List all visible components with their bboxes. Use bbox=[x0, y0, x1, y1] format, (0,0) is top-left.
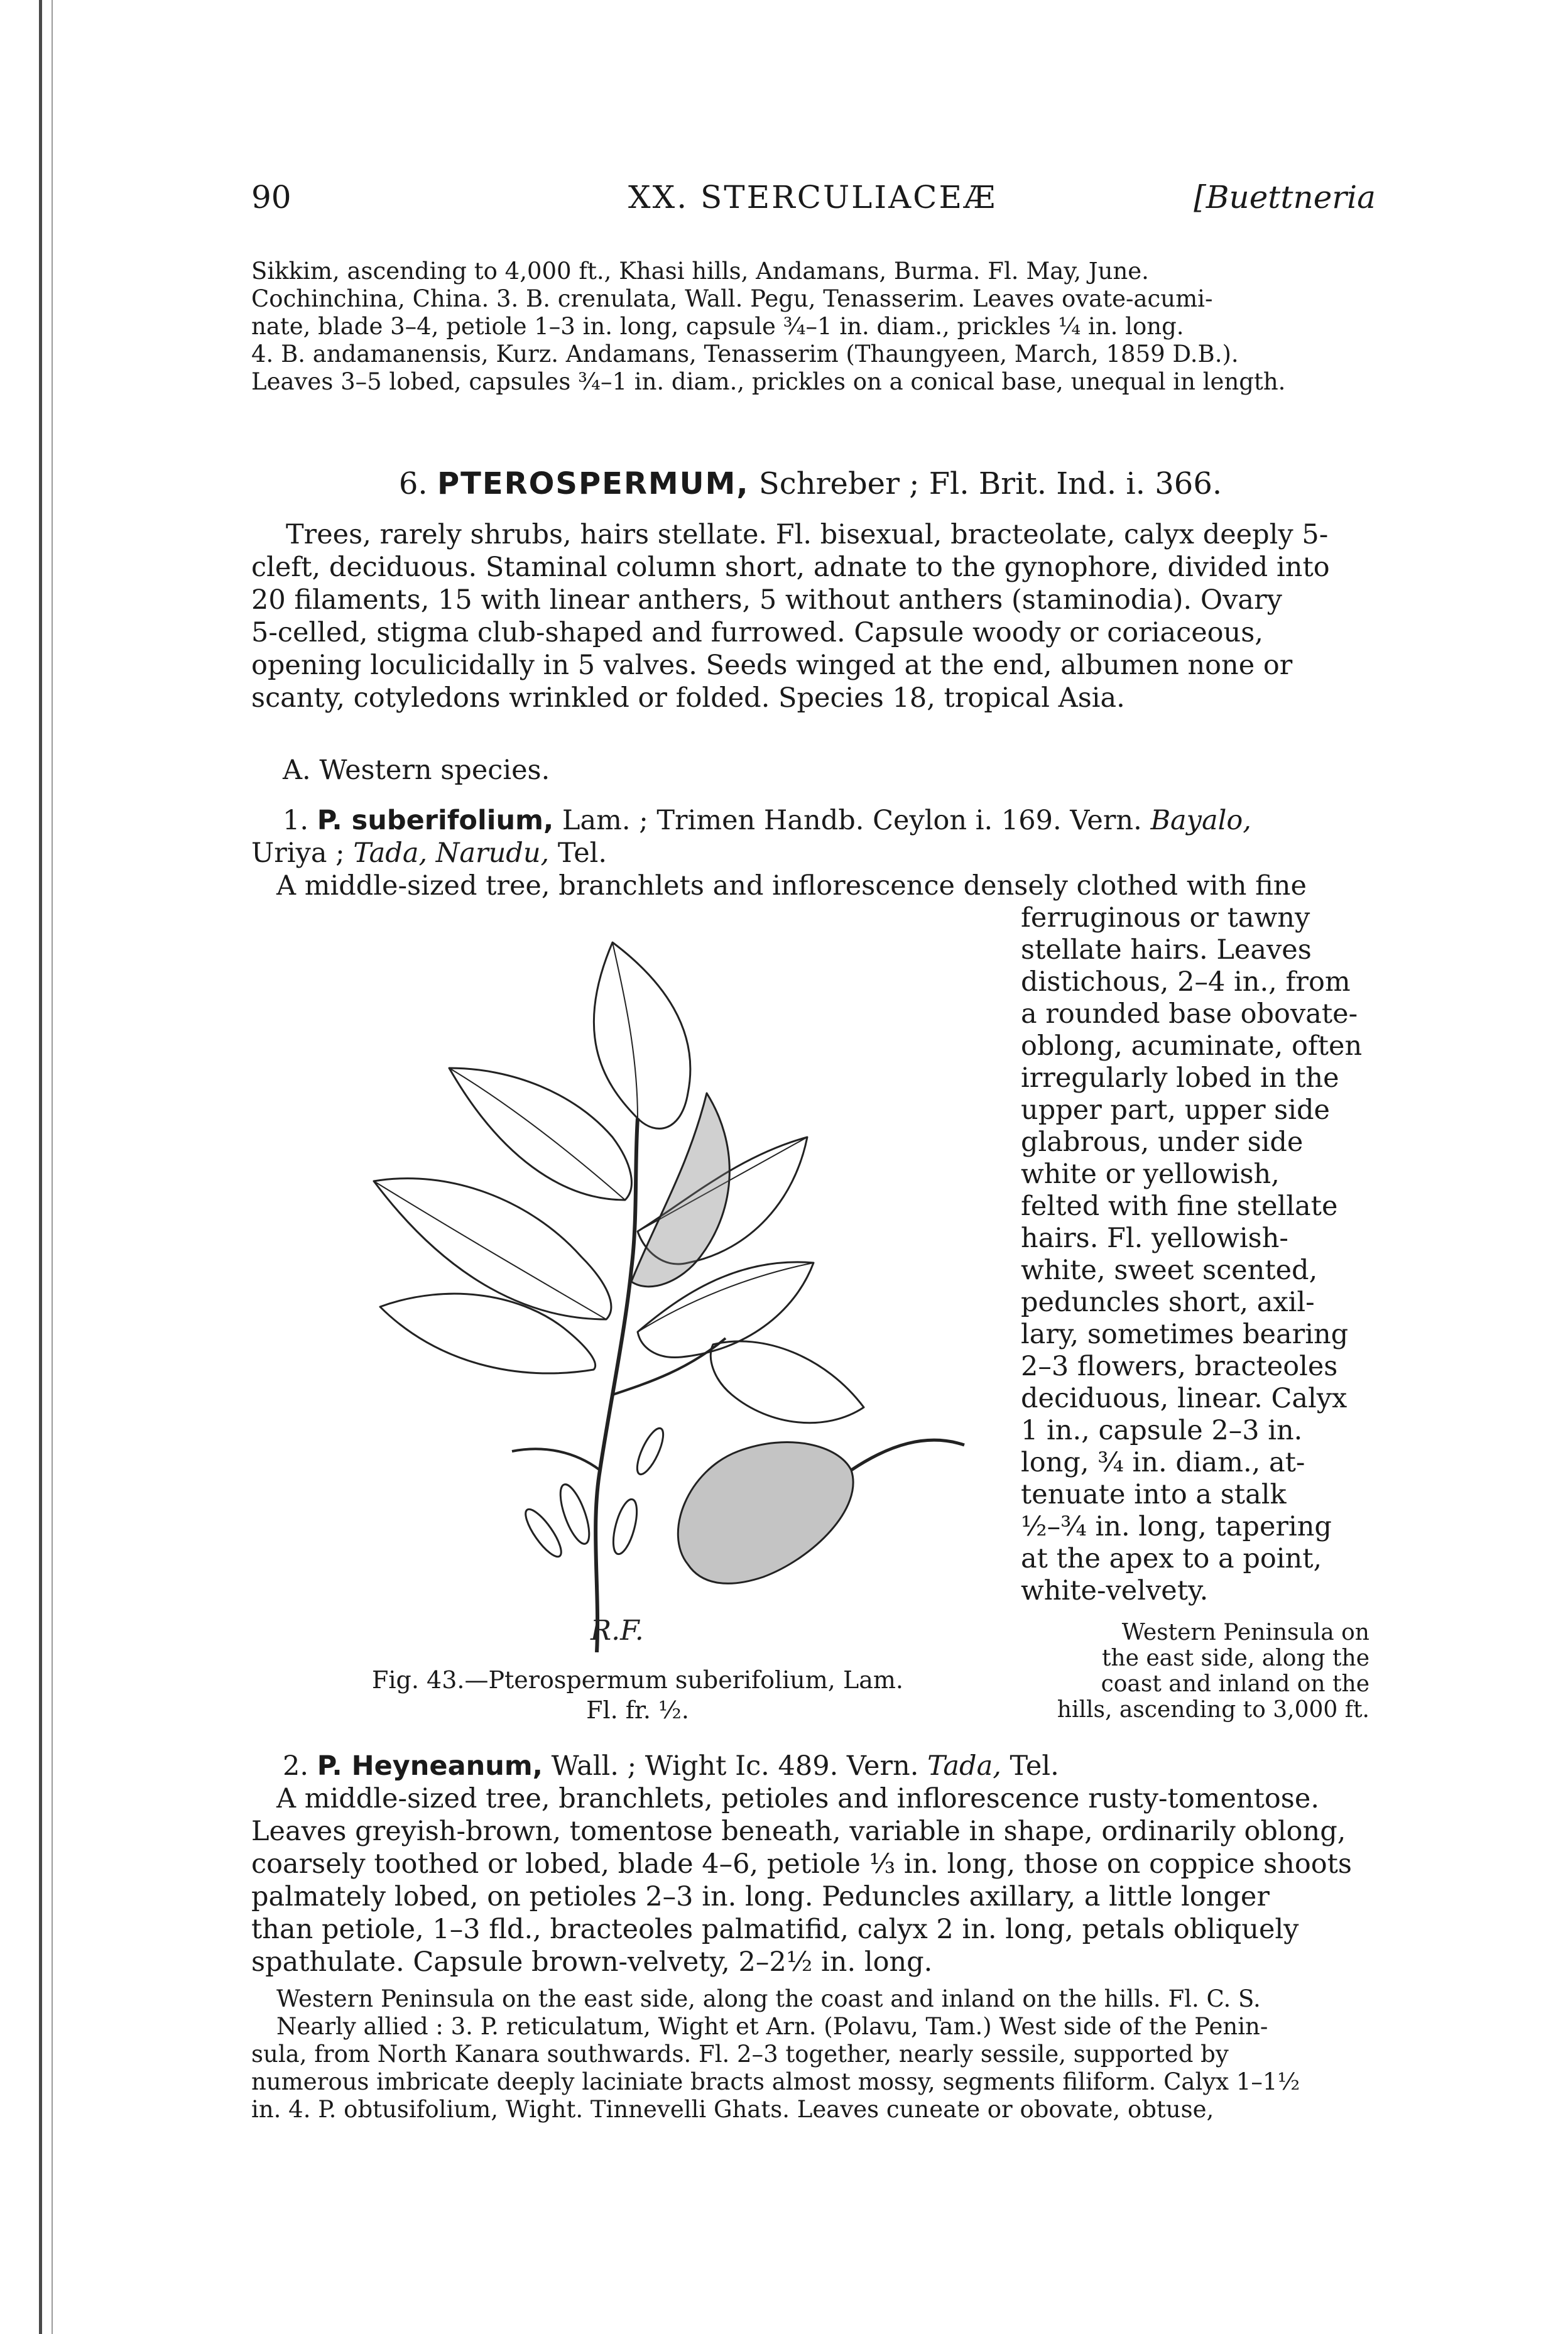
figure-caption bbox=[349, 1665, 927, 1725]
caption-title: Fig. 43.—Pterospermum suberifolium, Lam. bbox=[372, 1666, 903, 1694]
desc-line: long, ¾ in. diam., at- bbox=[1021, 1447, 1305, 1478]
pterospermum-illustration bbox=[248, 930, 1015, 1652]
description-line: 5-celled, stigma club-shaped and furrowed. Capsule woody or coriaceous, bbox=[251, 617, 1263, 648]
genus-number: 6. bbox=[398, 466, 428, 501]
note-line: Western Peninsula on the east side, along the coast and inland on the hills. Fl. C. S. bbox=[276, 1985, 1261, 2012]
intro-note-line: Sikkim, ascending to 4,000 ft., Khasi hills, Andamans, Burma. Fl. May, June. bbox=[251, 258, 1149, 285]
intro-note-line: Leaves 3–5 lobed, capsules ¾–1 in. diam., prickles on a conical base, unequal in length. bbox=[251, 368, 1286, 395]
vernacular-name: Tada, bbox=[927, 1750, 1001, 1782]
leaf bbox=[710, 1341, 864, 1423]
desc-line: at the apex to a point, bbox=[1021, 1543, 1322, 1574]
desc-line: deciduous, linear. Calyx bbox=[1021, 1383, 1348, 1414]
species-name: P. Heyneanum, bbox=[317, 1750, 543, 1782]
intro-note-line: nate, blade 3–4, petiole 1–3 in. long, capsule ¾–1 in. diam., prickles ¼ in. long. bbox=[251, 313, 1184, 340]
desc-line: white or yellowish, bbox=[1021, 1159, 1280, 1190]
species-2-desc-line: coarsely toothed or lobed, blade 4–6, petiole ⅓ in. long, those on coppice shoots bbox=[251, 1848, 1352, 1880]
note-line: in. 4. P. obtusifolium, Wight. Tinnevelli Ghats. Leaves cuneate or obovate, obtuse, bbox=[251, 2096, 1214, 2123]
flower-bud bbox=[609, 1497, 641, 1557]
desc-line: a rounded base obovate- bbox=[1021, 998, 1358, 1030]
desc-line: ferruginous or tawny bbox=[1021, 902, 1310, 934]
leaf bbox=[380, 1294, 596, 1373]
species-2-desc-line: palmately lobed, on petioles 2–3 in. long. Peduncles axillary, a little longer bbox=[251, 1881, 1270, 1912]
desc-line: upper part, upper side bbox=[1021, 1094, 1330, 1126]
desc-line: 1 in., capsule 2–3 in. bbox=[1021, 1415, 1303, 1446]
intro-notes bbox=[251, 258, 1369, 396]
intro-note-line: Cochinchina, China. 3. B. crenulata, Wall. Pegu, Tenasserim. Leaves ovate-acumi- bbox=[251, 285, 1213, 312]
species-2-block bbox=[251, 1750, 1369, 1978]
branch-side bbox=[612, 1338, 726, 1395]
note-line: Nearly allied : 3. P. reticulatum, Wight et Arn. (Polavu, Tam.) West side of the Penin- bbox=[276, 2013, 1268, 2040]
species-2-notes bbox=[251, 1985, 1369, 2124]
flower-bud bbox=[555, 1481, 595, 1547]
description-line: cleft, deciduous. Staminal column short, adnate to the gynophore, divided into bbox=[251, 552, 1330, 583]
desc-line: tenuate into a stalk bbox=[1021, 1479, 1287, 1510]
vernacular-language: Uriya ; bbox=[251, 837, 345, 869]
genus-heading bbox=[251, 466, 1369, 501]
desc-line: ½–¾ in. long, tapering bbox=[1021, 1511, 1332, 1542]
desc-line: hairs. Fl. yellowish- bbox=[1021, 1223, 1288, 1254]
illustrator-signature: R.F. bbox=[591, 1615, 644, 1647]
leaf bbox=[631, 1093, 729, 1287]
note-line: sula, from North Kanara southwards. Fl. 2–3 together, nearly sessile, supported by bbox=[251, 2041, 1229, 2068]
vernacular-name: Bayalo, bbox=[1150, 805, 1251, 836]
description-line: opening loculicidally in 5 valves. Seeds winged at the end, albumen none or bbox=[251, 650, 1293, 681]
genus-citation: Schreber ; Fl. Brit. Ind. i. 366. bbox=[758, 466, 1222, 501]
dist-line: coast and inland on the bbox=[1101, 1671, 1369, 1697]
flower-bud bbox=[632, 1425, 668, 1477]
page-edge-line bbox=[39, 0, 42, 2334]
desc-line: irregularly lobed in the bbox=[1021, 1062, 1339, 1094]
branch-side bbox=[512, 1449, 600, 1470]
desc-line: peduncles short, axil- bbox=[1021, 1287, 1315, 1318]
leaf bbox=[594, 942, 690, 1128]
desc-line: 2–3 flowers, bracteoles bbox=[1021, 1351, 1338, 1382]
species-1-desc-first: A middle-sized tree, branchlets and inflorescence densely clothed with fine bbox=[276, 870, 1307, 902]
vernacular-name: Tada, Narudu, bbox=[353, 837, 550, 869]
species-number: 2. bbox=[283, 1750, 309, 1782]
desc-line: distichous, 2–4 in., from bbox=[1021, 966, 1351, 998]
species-citation: Lam. ; Trimen Handb. Ceylon i. 169. Vern. bbox=[562, 805, 1142, 836]
vernacular-language: Tel. bbox=[1010, 1750, 1059, 1782]
species-2-desc-line: A middle-sized tree, branchlets, petioles and inflorescence rusty-tomentose. bbox=[276, 1783, 1319, 1814]
species-1-distribution bbox=[1021, 1620, 1369, 1723]
desc-line: white-velvety. bbox=[1021, 1575, 1209, 1606]
note-line: numerous imbricate deeply laciniate bracts almost mossy, segments filiform. Calyx 1–1½ bbox=[251, 2068, 1300, 2095]
description-line: 20 filaments, 15 with linear anthers, 5 without anthers (staminodia). Ovary bbox=[251, 584, 1282, 616]
leaf bbox=[449, 1068, 631, 1200]
section-heading: A. Western species. bbox=[283, 755, 550, 786]
intro-note-line: 4. B. andamanensis, Kurz. Andamans, Tenasserim (Thaungyeen, March, 1859 D.B.). bbox=[251, 341, 1239, 368]
species-2-desc-line: spathulate. Capsule brown-velvety, 2–2½ in. long. bbox=[251, 1946, 933, 1978]
flower-bud bbox=[520, 1505, 567, 1561]
species-1-description bbox=[1021, 902, 1369, 1607]
desc-line: stellate hairs. Leaves bbox=[1021, 934, 1312, 966]
species-name: P. suberifolium, bbox=[317, 805, 554, 836]
caption-scale: Fl. fr. ½. bbox=[586, 1696, 689, 1724]
vernacular-language: Tel. bbox=[557, 837, 607, 869]
species-citation: Wall. ; Wight Ic. 489. Vern. bbox=[551, 1750, 919, 1782]
capsule-stalk bbox=[851, 1440, 964, 1470]
dist-line: Western Peninsula on bbox=[1121, 1620, 1369, 1645]
dist-line: hills, ascending to 3,000 ft. bbox=[1057, 1697, 1369, 1723]
genus-description bbox=[251, 518, 1369, 714]
desc-line: lary, sometimes bearing bbox=[1021, 1319, 1349, 1350]
description-line: Trees, rarely shrubs, hairs stellate. Fl. bisexual, bracteolate, calyx deeply 5- bbox=[286, 519, 1329, 550]
species-1-heading bbox=[251, 804, 1369, 902]
species-number: 1. bbox=[283, 805, 309, 836]
family-title: XX. STERCULIACEÆ bbox=[628, 179, 997, 215]
desc-line: felted with fine stellate bbox=[1021, 1191, 1338, 1222]
species-2-desc-line: than petiole, 1–3 fld., bracteoles palmatifid, calyx 2 in. long, petals obliquely bbox=[251, 1914, 1299, 1945]
species-2-desc-line: Leaves greyish-brown, tomentose beneath, variable in shape, ordinarily oblong, bbox=[251, 1816, 1346, 1847]
page-edge-line-inner bbox=[52, 0, 53, 2334]
desc-line: white, sweet scented, bbox=[1021, 1255, 1318, 1286]
description-line: scanty, cotyledons wrinkled or folded. Species 18, tropical Asia. bbox=[251, 682, 1125, 714]
desc-line: glabrous, under side bbox=[1021, 1126, 1304, 1158]
desc-line: oblong, acuminate, often bbox=[1021, 1030, 1363, 1062]
page-number: 90 bbox=[251, 179, 291, 215]
dist-line: the east side, along the bbox=[1101, 1645, 1369, 1671]
capsule bbox=[678, 1442, 853, 1584]
genus-reference: [Buettneria bbox=[1194, 179, 1376, 215]
leaf-vein bbox=[449, 1068, 625, 1200]
genus-name: PTEROSPERMUM, bbox=[437, 466, 749, 501]
running-header bbox=[251, 179, 1376, 223]
